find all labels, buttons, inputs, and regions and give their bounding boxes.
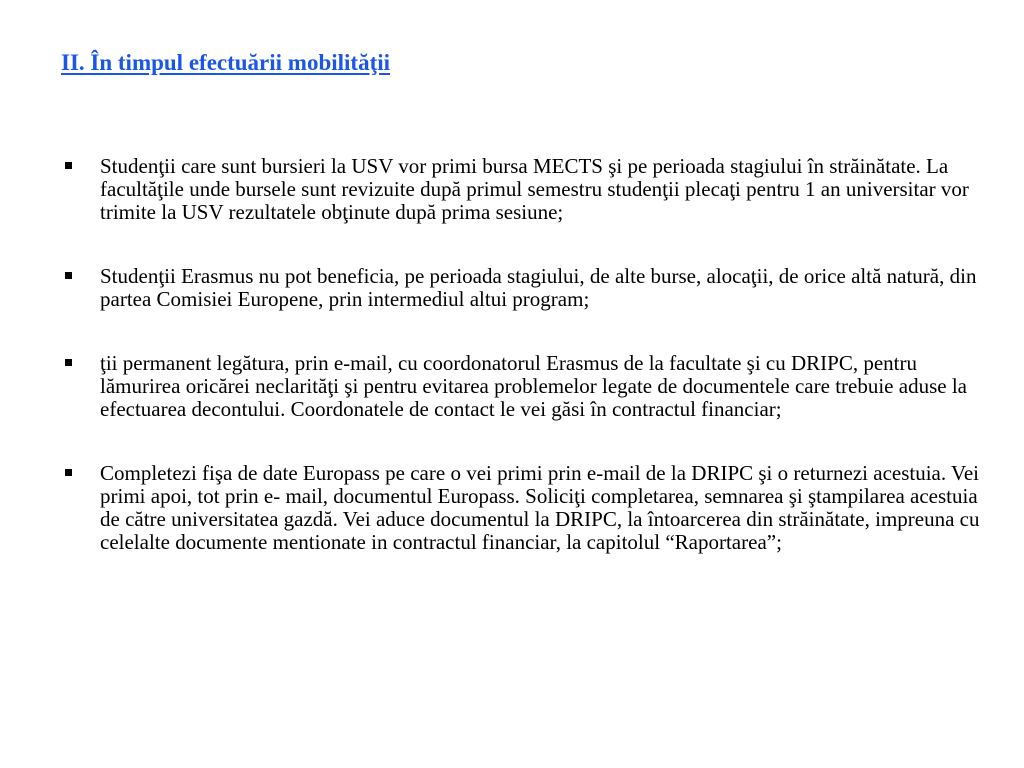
bullet-text: Completezi fişa de date Europass pe care o vei primi prin e-mail de la DRIPC şi o returnezi acestuia. Vei primi apoi, tot prin e- mail, documentul Europass. Soliciţi completarea, semnarea şi ştampilarea acestuia de către universitatea gazdă. Vei aduce documentul la DRIPC, la întoarcerea din străinătate, impreuna cu celelalte documente mentionate in contractul financiar, la capitolul “Raportarea”; [100,461,980,554]
bullet-text: ţii permanent legătura, prin e-mail, cu coordonatorul Erasmus de la facultate şi cu DRIPC, pentru lămurirea oricărei neclarităţi şi pentru evitarea problemelor legate de documentele care trebuie aduse la efectuarea decontului. Coordonatele de contact le vei găsi în contractul financiar; [100,351,967,421]
bullet-text: Studenţii Erasmus nu pot beneficia, pe perioada stagiului, de alte burse, alocaţii, de orice altă natură, din partea Comisiei Europene, prin intermediul altui program; [100,264,977,311]
slide-title[interactable]: II. În timpul efectuării mobilităţii [61,50,391,75]
square-bullet-icon [65,272,72,279]
bullet-text: Studenţii care sunt bursieri la USV vor primi bursa MECTS şi pe perioada stagiului în străinătate. La facultăţile unde bursele sunt revizuite după primul semestru studenţii plecaţi pentru 1 an universitar vor trimite la USV rezultatele obţinute după prima sesiune; [100,154,969,224]
bullet-list [61,155,991,595]
bullet-item-contact [61,352,991,421]
square-bullet-icon [65,162,72,169]
square-bullet-icon [65,469,72,476]
bullet-item-other-grants [61,265,991,311]
bullet-item-europass [61,462,991,554]
bullet-item-scholarship [61,155,991,224]
square-bullet-icon [65,359,72,366]
